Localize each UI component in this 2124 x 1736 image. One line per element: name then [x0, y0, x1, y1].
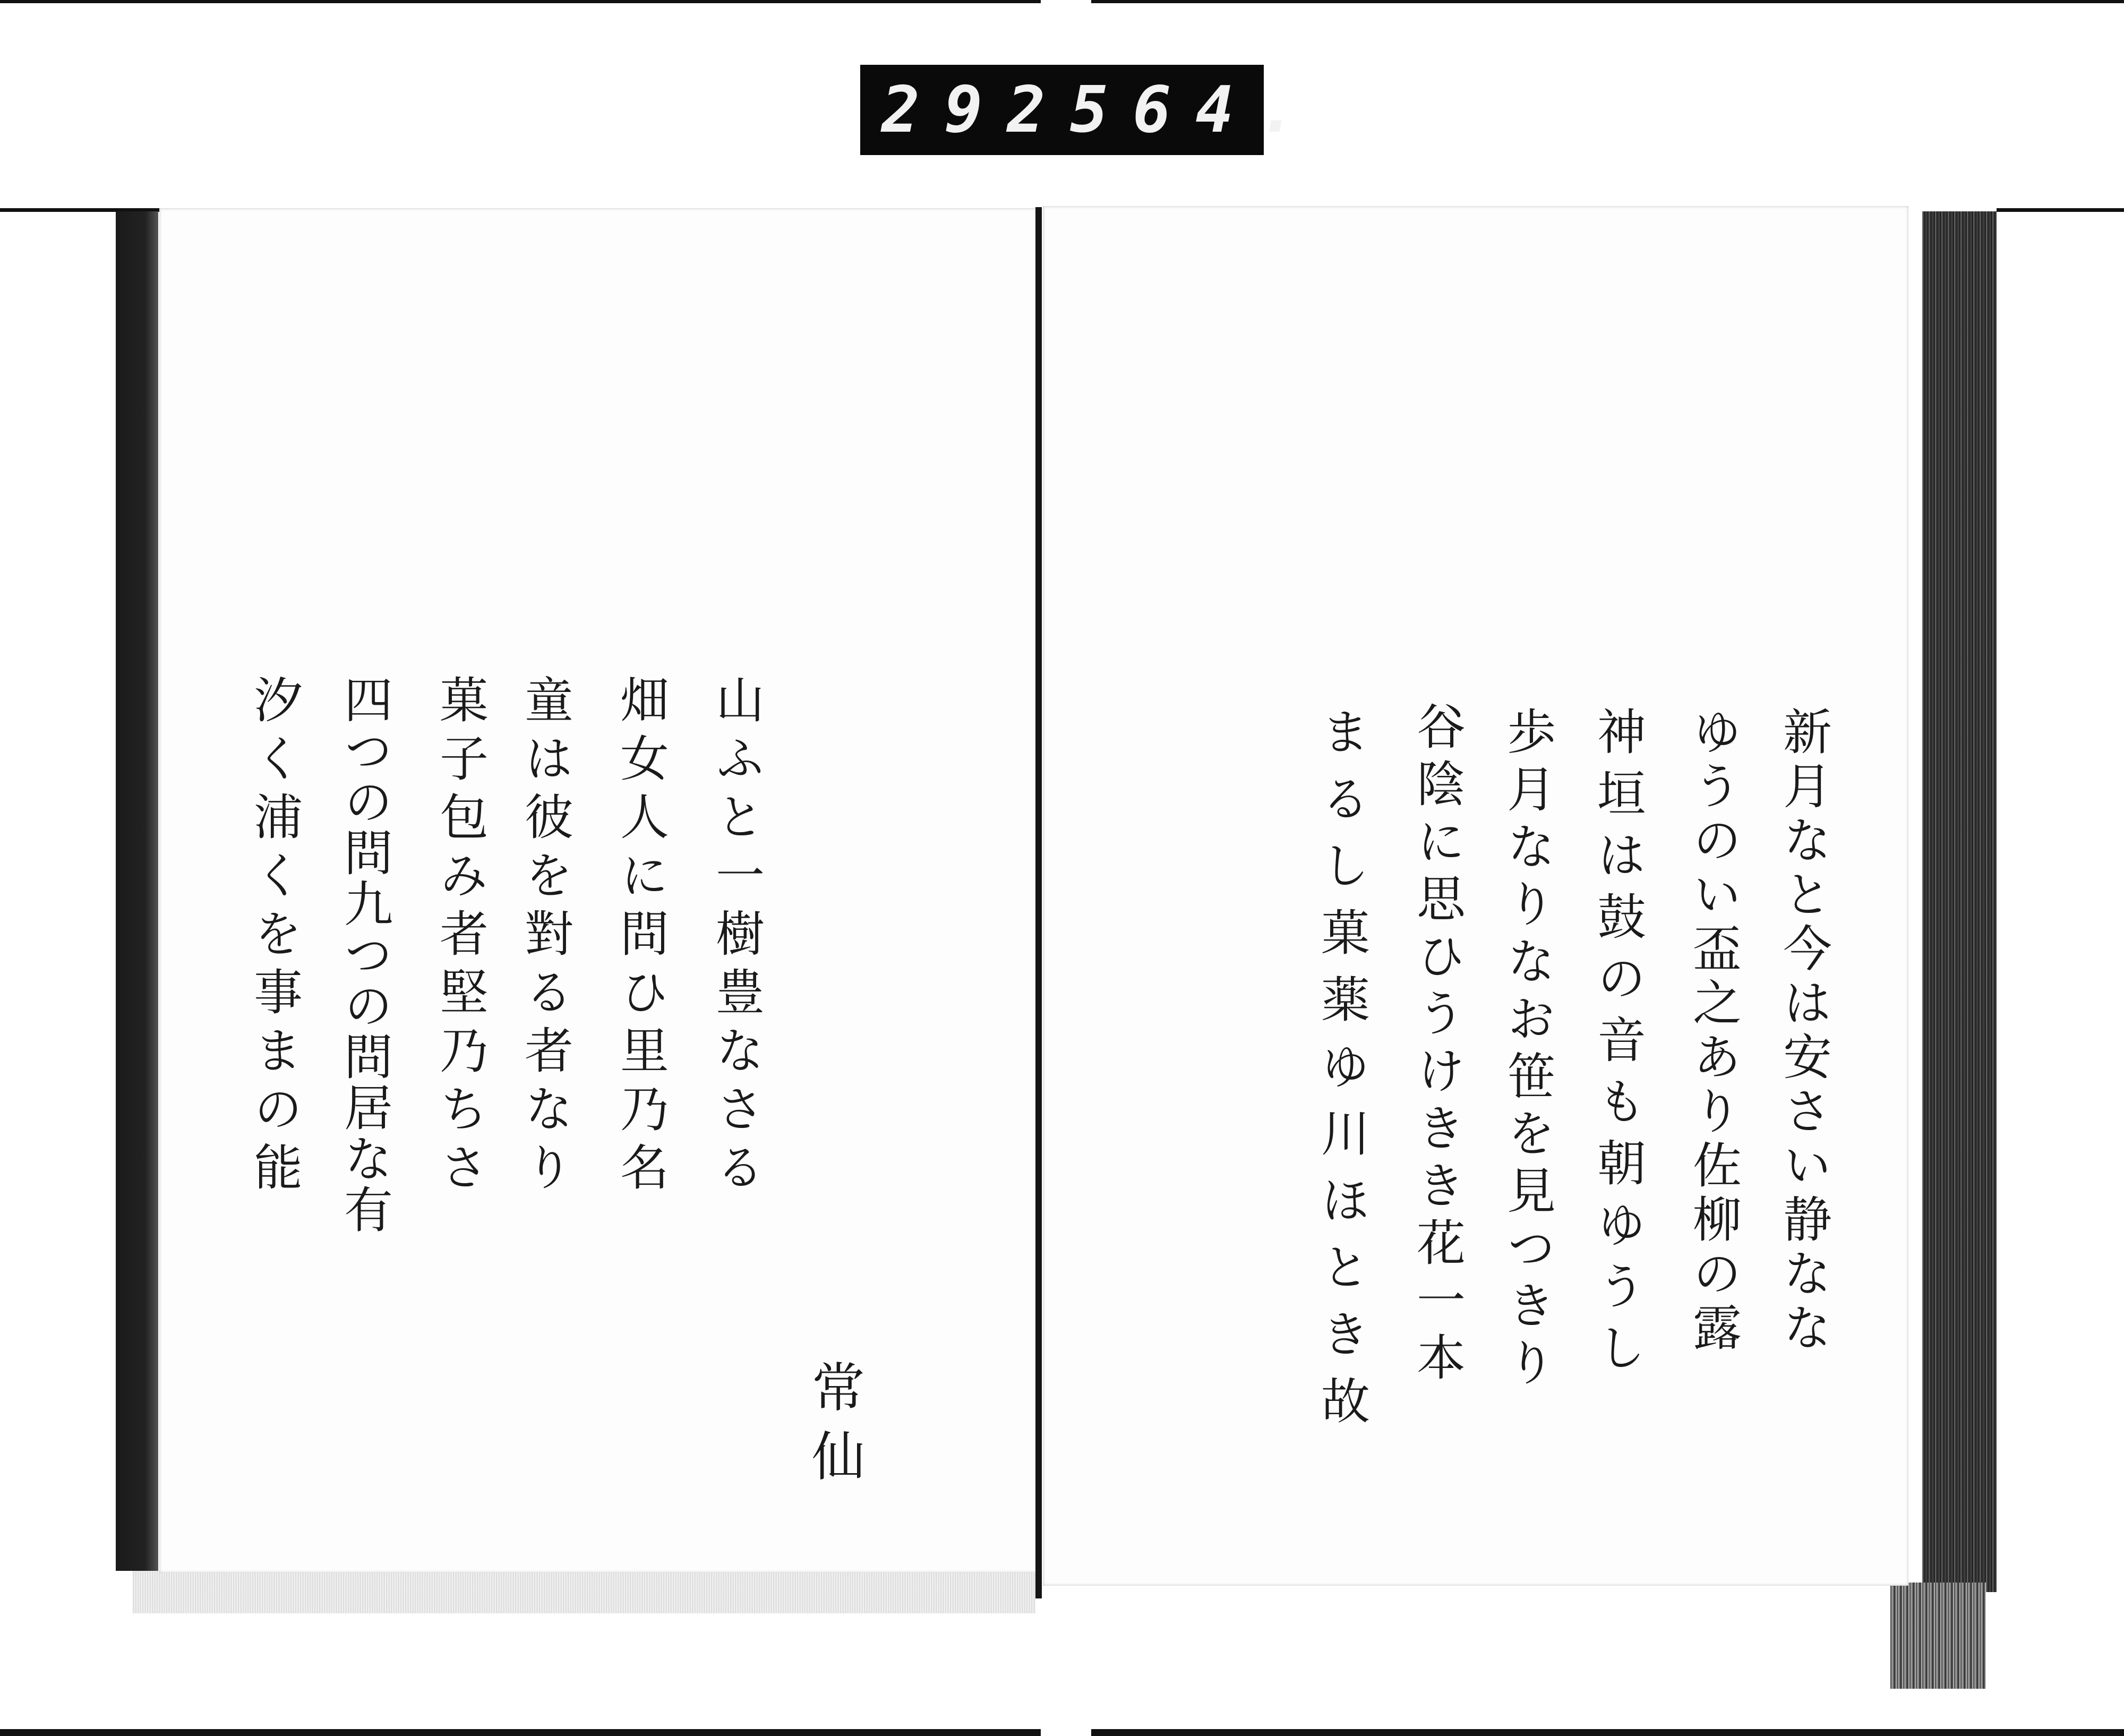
frame-number-plate	[860, 65, 1321, 155]
right-page-column-1: 新月なと今は安さい静なな	[1775, 706, 1832, 1356]
frame-number-right: 564.	[1069, 73, 1321, 147]
top-rule-right	[1091, 0, 2124, 3]
right-page-column-4: 歩月なりなお笹を見つきり	[1499, 706, 1556, 1395]
right-page-column-6: まるし菓薬ゆ川ほとき故	[1313, 706, 1370, 1442]
left-page-column-5: 四つの問九つの問居な有	[336, 674, 393, 1235]
left-page-author: 常仙	[803, 1359, 865, 1498]
left-page-column-4: 菓子包み者堅乃ちさ	[432, 674, 489, 1200]
top-rule-left	[0, 0, 1041, 3]
page-stack-bottom-left	[133, 1571, 1035, 1613]
book-spine-edge-left	[116, 211, 158, 1571]
book-page-stack-right	[1922, 211, 1997, 1592]
left-page-column-3: 童は彼を對る者なり	[517, 674, 573, 1200]
book-gutter	[1035, 207, 1042, 1598]
right-page-column-3: 神垣は鼓の音も朝ゆうし	[1589, 706, 1646, 1384]
left-page-column-2: 畑女人に問ひ里乃名	[612, 674, 669, 1200]
bottom-rule-left	[0, 1729, 1041, 1736]
frame-number-left: 292	[881, 73, 1070, 147]
left-page-column-6: 汐く浦くを事まの能	[246, 674, 303, 1200]
mid-rule-right	[1997, 208, 2124, 212]
right-page-column-5: 谷陰に思ひうけきき花一本	[1409, 701, 1466, 1389]
page-stack-bottom-right	[1890, 1583, 1986, 1689]
bottom-rule-right	[1091, 1729, 2124, 1736]
right-page-column-2: ゆうのい盃之あり佐柳の露	[1685, 706, 1742, 1356]
left-page-column-1: 山ふと一樹豊なさる	[708, 674, 765, 1200]
